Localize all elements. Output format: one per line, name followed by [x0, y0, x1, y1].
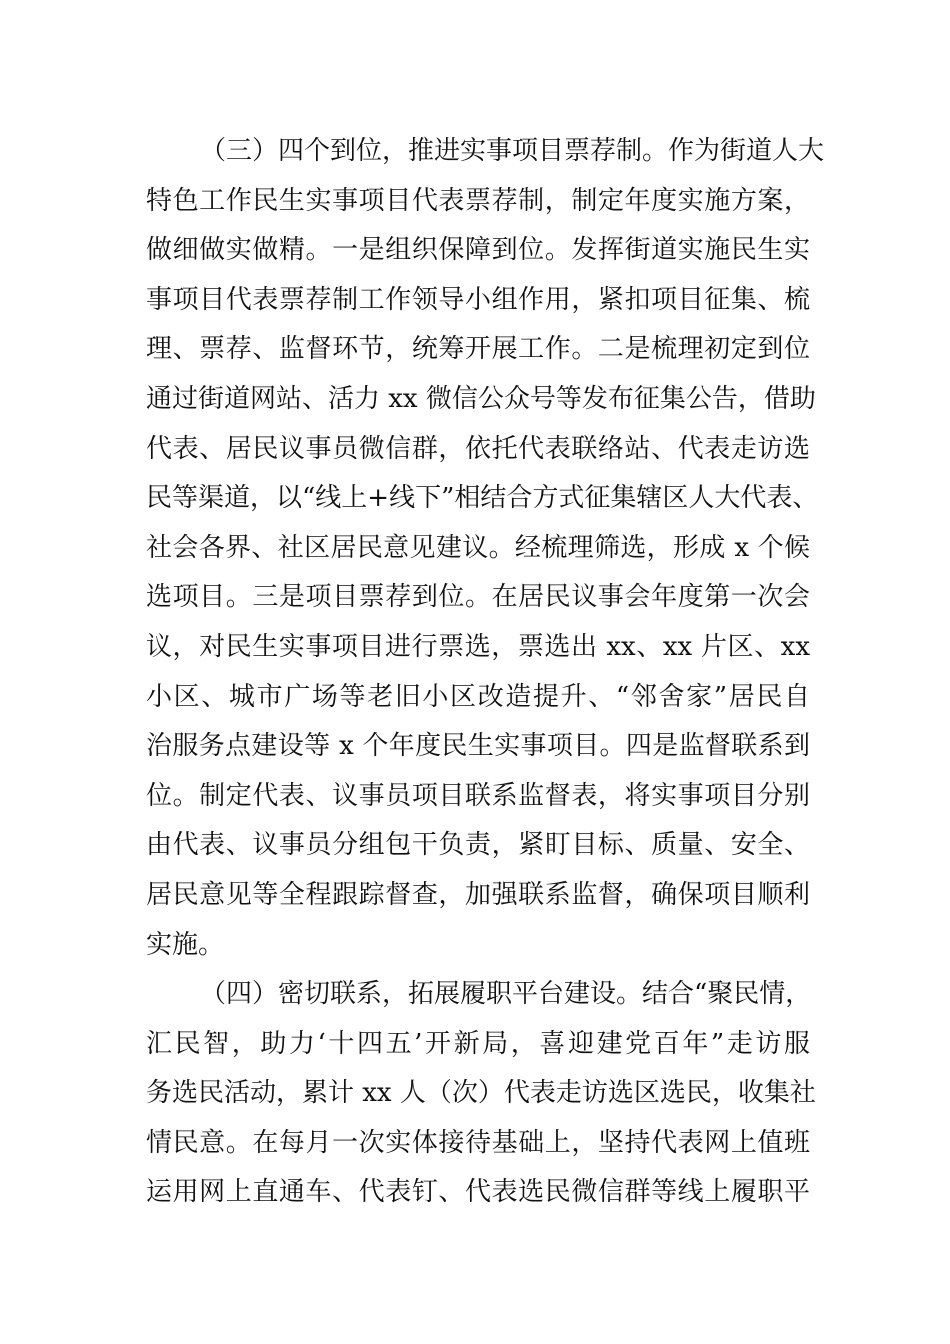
paragraph-line: 实施。 [146, 929, 225, 960]
paragraph-line: 汇民智，助力‘十四五’开新局，喜迎建党百年”走访服 [146, 1028, 810, 1059]
paragraph-line: 代表、居民议事员微信群，依托代表联络站、代表走访选 [146, 433, 810, 464]
document-body [146, 127, 825, 1218]
paragraph-line: 社会各界、社区居民意见建议。经梳理筛选，形成 x 个候 [146, 532, 810, 563]
paragraph-line: （四）密切联系，拓展履职平台建设。结合“聚民情， [200, 979, 812, 1010]
paragraph-line: 由代表、议事员分组包干负责，紧盯目标、质量、安全、 [146, 830, 810, 861]
paragraph-line: 治服务点建设等 x 个年度民生实事项目。四是监督联系到 [146, 731, 810, 762]
paragraph-line: 议，对民生实事项目进行票选，票选出 xx、xx 片区、xx [146, 631, 810, 662]
paragraph-line: 小区、城市广场等老旧小区改造提升、“邻舍家”居民自 [146, 681, 810, 712]
paragraph-line: 通过街道网站、活力 xx 微信公众号等发布征集公告，借助 [146, 383, 816, 414]
paragraph-line: 情民意。在每月一次实体接待基础上，坚持代表网上值班 [146, 1127, 810, 1158]
paragraph-line: 位。制定代表、议事员项目联系监督表，将实事项目分别 [146, 780, 810, 811]
paragraph-line: 事项目代表票荐制工作领导小组作用，紧扣项目征集、梳 [146, 284, 810, 315]
paragraph-line: 做细做实做精。一是组织保障到位。发挥街道实施民生实 [146, 235, 810, 266]
paragraph-line: 运用网上直通车、代表钉、代表选民微信群等线上履职平 [146, 1177, 810, 1208]
paragraph-line: 民等渠道，以“线上+线下”相结合方式征集辖区人大代表、 [146, 483, 819, 514]
paragraph-line: 居民意见等全程跟踪督查，加强联系监督，确保项目顺利 [146, 879, 810, 910]
paragraph-line: （三）四个到位，推进实事项目票荐制。作为街道人大 [200, 136, 825, 166]
paragraph-line: 理、票荐、监督环节，统筹开展工作。二是梳理初定到位 [146, 334, 810, 365]
paragraph-line: 务选民活动，累计 xx 人（次）代表走访选区选民，收集社 [146, 1078, 816, 1109]
paragraph-line: 特色工作民生实事项目代表票荐制，制定年度实施方案， [146, 185, 810, 216]
paragraph-line: 选项目。三是项目票荐到位。在居民议事会年度第一次会 [146, 582, 810, 613]
